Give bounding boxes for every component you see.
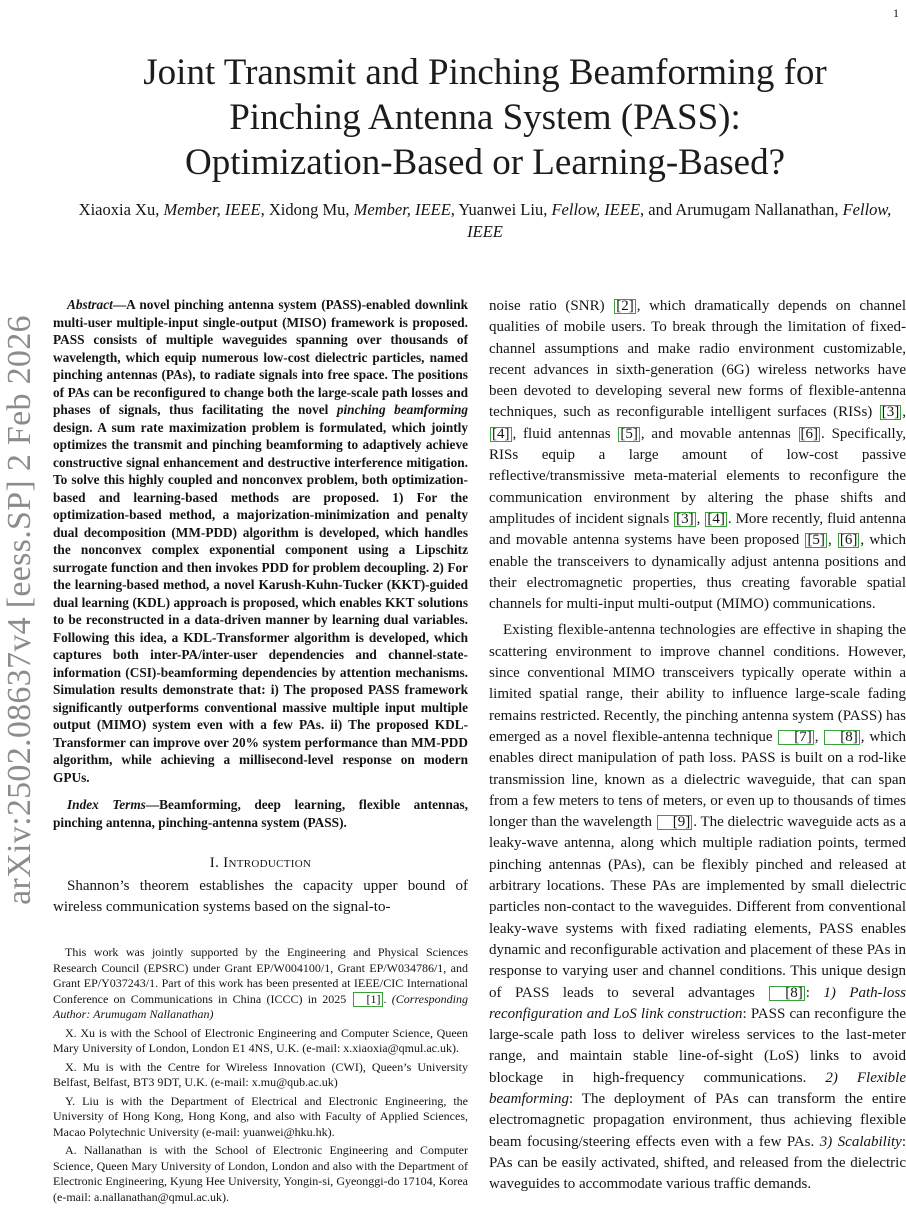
paragraph-text: : PAs can be easily activated, shifted, and released from the dielectric waveguides to accommodate various traffic demands. <box>489 1133 906 1193</box>
intro-paragraph-left: Shannon’s theorem establishes the capacity upper bound of wireless communication systems based on the signal-to- <box>53 878 468 916</box>
paragraph-text: , <box>827 532 837 549</box>
paragraph-text: : PASS can reconfigure the large-scale path loss to deliver wireless services to the last-meter range, and maintain stable line-of-sight (LoS) links to avoid blockage in high-frequency communications. <box>489 1005 906 1086</box>
author-2: , Xidong Mu, <box>260 200 354 219</box>
paragraph-text: , which enables direct manipulation of path loss. PASS is built on a rod-like transmission line, known as a dielectric waveguide, that can span from a few meters to tens of meters, or even up to thousands of times longer than the wavelength <box>489 728 906 831</box>
advantage-1-heading: 1) Path-loss reconfiguration and LoS link construction <box>489 984 906 1022</box>
citation-link[interactable]: [3] <box>881 404 900 421</box>
citation-link[interactable]: [5] <box>620 425 638 442</box>
abstract-emphasis: pinching beamforming <box>336 402 468 417</box>
paragraph-text: noise ratio (SNR) <box>489 298 614 314</box>
citation-link[interactable]: [8] <box>824 730 860 745</box>
paragraph-text: : The deployment of PAs can transform the entire electromagnetic propagation environment, thus achieving flexible beam focusing/steering effects even with a few PAs. <box>489 1090 906 1150</box>
paragraph-text: , which dramatically depends on channel qualities of mobile users. To break through the limitation of fixed-channel assumptions and make radio environment customizable, recent advances in sixth-generation (6G) wireless networks have been devoted to developing several new forms of flexible-antenna techniques, such as reconfigurable intelligent surfaces (RISs) <box>489 298 906 421</box>
left-column <box>53 296 468 919</box>
footnote-affiliation-nallanathan: A. Nallanathan is with the School of Electronic Engineering and Computer Science, Queen Mary University of London, London and also with the Department of Electronic Engineering, Kyung Hee University, Yongin-si, Gyeonggi-do 17104, Korea (e-mail: a.nallanathan@qmul.ac.uk). <box>53 1143 468 1204</box>
citation-link[interactable]: [6] <box>800 425 819 442</box>
paragraph-text: Existing flexible-antenna technologies are effective in shaping the scattering environment to improve channel conditions. However, since conventional MIMO transceivers typically operate within a limited spatial range, their ability to influence large-scale fading remains restricted. Recently, the pinching antenna system (PASS) has emerged as a novel flexible-antenna technique <box>489 622 906 745</box>
arxiv-stamp-text: arXiv:2502.08637v4 [eess.SP] 2 Feb 2026 <box>1 315 38 905</box>
paragraph-text: : <box>805 984 824 1001</box>
citation-link[interactable]: [4] <box>707 510 725 527</box>
abstract-label: Abstract <box>67 297 113 312</box>
paragraph-text: . Specifically, RISs equip a large amount of low-cost passive reflective/transmissive meta-material elements to reconfigure the communication environment by altering the phase shifts and amplitudes of incident signals <box>489 425 906 527</box>
paper-title <box>60 50 906 185</box>
citation-link[interactable]: [2] <box>616 298 634 314</box>
footnote-affiliation-mu: X. Mu is with the Centre for Wireless Innovation (CWI), Queen’s University Belfast, Belfast, BT3 9DT, U.K. (e-mail: x.mu@qub.ac.uk) <box>53 1059 468 1089</box>
intro-paragraph-1 <box>489 296 906 615</box>
author-3-role: Fellow, IEEE <box>551 200 641 219</box>
author-4-role: Fellow, IEEE <box>467 200 892 241</box>
author-list <box>60 199 906 243</box>
author-3: , Yuanwei Liu, <box>450 200 552 219</box>
arxiv-stamp <box>0 310 40 910</box>
paragraph-text: , <box>814 728 824 745</box>
right-column <box>489 296 906 1195</box>
footnote-corresponding-author: (Corresponding Author: Arumugam Nallanathan) <box>53 991 469 1021</box>
title-line-2: Pinching Antenna System (PASS): <box>229 97 741 138</box>
paragraph-text: , fluid antennas <box>512 425 618 442</box>
author-1: Xiaoxia Xu, <box>78 200 164 219</box>
citation-link[interactable]: [4] <box>492 425 510 442</box>
citation-link[interactable]: [1] <box>353 992 383 1007</box>
abstract <box>53 296 468 786</box>
title-line-3: Optimization-Based or Learning-Based? <box>184 142 786 183</box>
abstract-text-2: design. A sum rate maximization problem is formulated, which jointly optimizes the transmit and pinching beamforming to adaptively achieve constructive signal enhancement and destructive interference mitigation. To solve this highly coupled and nonconvex problem, both optimization-based and learning-based methods are proposed. 1) For the optimization-based method, a majorization-minimization and penalty dual decomposition (MM-PDD) algorithm is developed, which handles the nonconvex complex exponential component using a Lipschitz surrogate function and then invokes PDD for problem decoupling. 2) For the learning-based method, a novel Karush-Kuhn-Tucker (KKT)-guided dual learning (KDL) approach is proposed, which enables KKT solutions to be reconstructed in a data-driven manner by learning dual variables. Following this idea, a KDL-Transformer algorithm is developed, which captures both inter-PA/inter-user dependencies and channel-state-information (CSI)-beamforming dependencies by attention mechanisms. Simulation results demonstrate that: i) The proposed PASS framework significantly outperforms conventional massive multiple input multiple output (MIMO) system even with a few PAs. ii) The proposed KDL-Transformer can improve over 20% system performance than MM-PDD algorithm, while achieving a millisecond-level response on modern GPUs. <box>53 419 468 785</box>
citation-link[interactable]: [5] <box>807 532 825 549</box>
abstract-text-1: —A novel pinching antenna system (PASS)-enabled downlink multi-user multiple-input single-output (MISO) framework is proposed. PASS consists of multiple waveguides spanning over thousands of wavelength, which equip numerous low-cost dielectric particles, named pinching antennas (PAs), to radiate signals into free space. The positions of PAs can be reconfigured to change both the large-scale path losses and phases of signals, thus facilitating the novel <box>53 297 468 417</box>
citation-link[interactable]: [6] <box>839 532 858 549</box>
index-terms-text: —Beamforming, deep learning, flexible antennas, pinching antenna, pinching-antenna system (PASS). <box>53 797 468 830</box>
section-heading-introduction: I. Introduction <box>209 855 312 871</box>
author-2-role: Member, IEEE <box>353 200 451 219</box>
paragraph-text: , <box>902 404 906 421</box>
footnotes <box>53 945 468 1208</box>
paragraph-text: , and movable antennas <box>640 425 798 442</box>
citation-link[interactable]: [7] <box>778 730 814 745</box>
footnote-affiliation-liu: Y. Liu is with the Department of Electrical and Electronic Engineering, the University of Hong Kong, Hong Kong, and also with Faculty of Applied Sciences, Macao Polytechnic University (e-mail: yuanwei@hku.hk). <box>53 1093 468 1139</box>
footnote-funding-text: This work was jointly supported by the Engineering and Physical Sciences Research Council (EPSRC) under Grant EP/W004100/1, Grant EP/W034786/1, and Grant EP/Y037243/1. Part of this work has been presented at IEEE/CIC International Conference on Communications in China (ICCC) in 2025 <box>53 945 468 1006</box>
paragraph-text: . The dielectric waveguide acts as a leaky-wave antenna, along which multiple radiation points, termed pinching antennas (PAs), can be flexibly pinched and released at arbitrary locations. These PAs are implemented by small dielectric particles non-contact to the waveguides. Different from conventional leaky-wave systems with fixed radiating elements, PASS enables dynamic and reconfigurable activation and placement of these PAs in response to varying user and channel conditions. This unique design of PASS leads to several advantages <box>489 814 906 1001</box>
footnote-funding-sep: . <box>383 991 392 1006</box>
advantage-2-heading: 2) Flexible beamforming <box>489 1069 906 1107</box>
index-terms <box>53 796 468 831</box>
paragraph-text: . More recently, fluid antenna and movable antenna systems have been proposed <box>489 510 906 549</box>
author-4: , and Arumugam Nallanathan, <box>640 200 843 219</box>
title-line-1: Joint Transmit and Pinching Beamforming for <box>143 52 827 93</box>
index-terms-label: Index Terms <box>67 797 146 812</box>
citation-link[interactable]: [9] <box>657 815 693 830</box>
paragraph-text: , which enable the transceivers to dynamically adjust antenna positions and their electromagnetic properties, thus creating favorable spatial channels for multi-input multi-output (MIMO) communications. <box>489 532 906 613</box>
citation-link[interactable]: [8] <box>769 986 805 1001</box>
advantage-3-heading: 3) Scalability <box>819 1133 902 1150</box>
page-number: 1 <box>893 6 899 20</box>
paragraph-text: , <box>696 510 705 527</box>
footnote-affiliation-xu: X. Xu is with the School of Electronic Engineering and Computer Science, Queen Mary University of London, London E1 4NS, U.K. (e-mail: x.xiaoxia@qmul.ac.uk). <box>53 1025 468 1055</box>
author-1-role: Member, IEEE <box>163 200 261 219</box>
footnote-funding <box>53 945 468 1023</box>
intro-paragraph-2 <box>489 620 906 1195</box>
citation-link[interactable]: [3] <box>676 510 694 527</box>
